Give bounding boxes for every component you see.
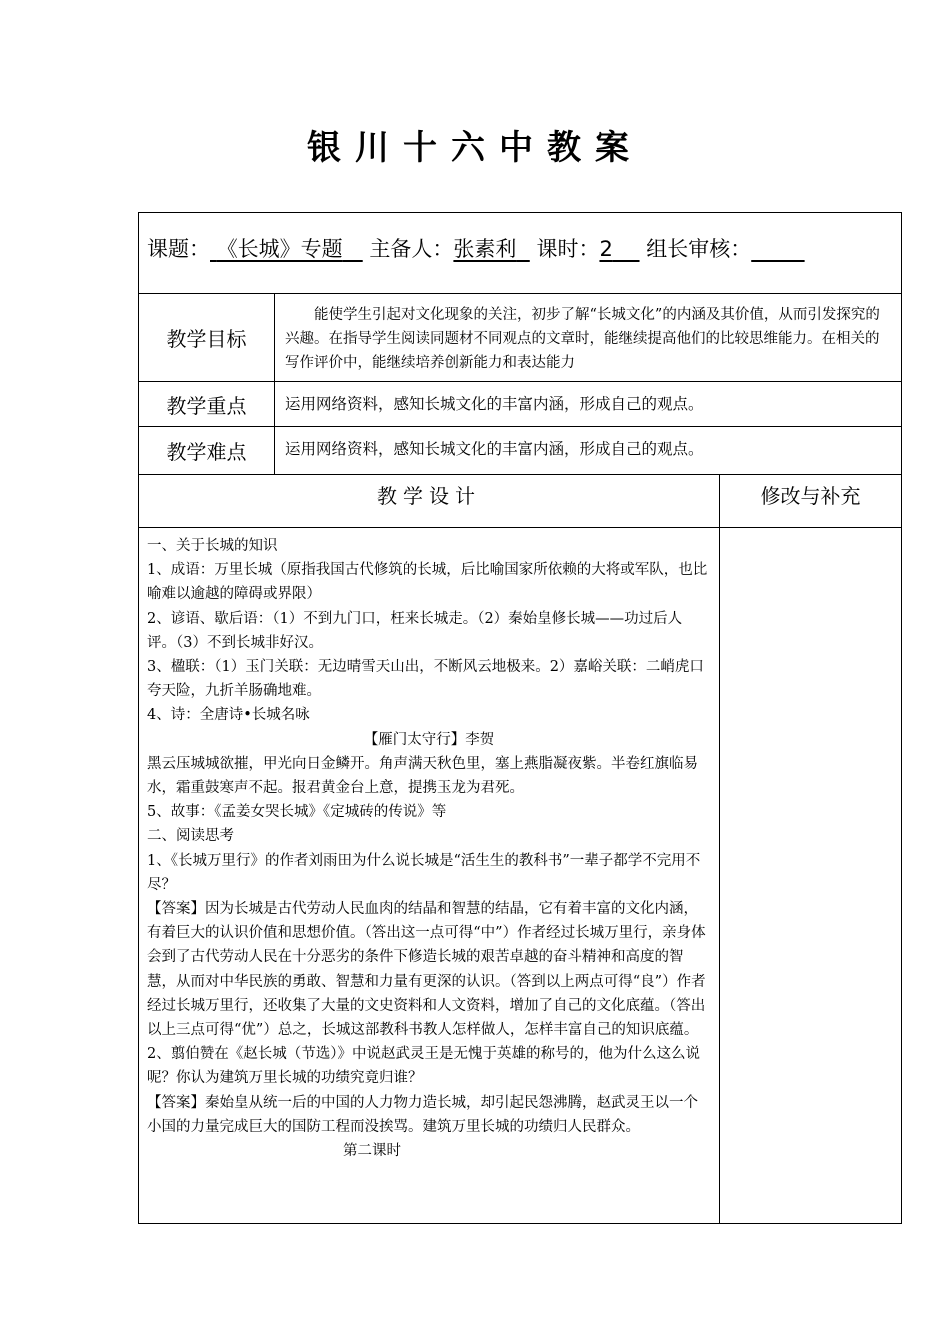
paragraph: 2、谚语、歇后语：（1）不到九门口，枉来长城走。（2）秦始皇修长城——功过后人评。（3）不到长城非好汉。 bbox=[147, 610, 683, 651]
paragraph: 5、故事：《孟姜女哭长城》《定城砖的传说》等 bbox=[147, 804, 447, 821]
design-heading: 教学设计 bbox=[139, 475, 720, 527]
goal-text: 能使学生引起对文化现象的关注，初步了解“长城文化”的内涵及其价值，从而引发探究的兴趣。在指导学生阅读同题材不同观点的文章时，能继续提高他们的比较思维能力。在相关的写作评价中，能继续培养创新能力和表达能力 bbox=[285, 307, 880, 371]
difficulty-label: 教学难点 bbox=[139, 427, 275, 474]
poem-text: 黑云压城城欲摧，甲光向日金鳞开。角声满天秋色里，塞上燕脂凝夜紫。半卷红旗临易水，霜重鼓寒声不起。报君黄金台上意，提携玉龙为君死。 bbox=[147, 755, 698, 797]
paragraph: 1、成语：万里长城（原指我国古代修筑的长城，后比喻国家所依赖的大将或军队，也比喻难以逾越的障碍或界限） bbox=[147, 562, 708, 603]
section-heading: 一、关于长城的知识 bbox=[147, 538, 278, 554]
supplement-heading: 修改与补充 bbox=[760, 484, 861, 508]
question: 1、《长城万里行》的作者刘雨田为什么说长城是“活生生的教科书”一辈子都学不完用不尽？ bbox=[147, 852, 701, 893]
header-row bbox=[139, 213, 901, 294]
key-point-text: 运用网络资料，感知长城文化的丰富内涵，形成自己的观点。 bbox=[285, 395, 704, 413]
difficulty-row bbox=[139, 427, 901, 475]
review-label: 组长审核： bbox=[646, 237, 752, 261]
paragraph: 3、楹联：（1）玉门关联：无边晴雪天山出，不断风云地极来。2）嘉峪关联：二峭虎口夸天险，九折羊肠确地难。 bbox=[147, 659, 704, 700]
answer: 【答案】因为长城是古代劳动人民血肉的结晶和智慧的结晶，它有着丰富的文化内涵，有着巨大的认识价值和思想价值。（答出这一点可得“中”）作者经过长城万里行，亲身体会到了古代劳动人民在十分恶劣的条件下修造长城的艰苦卓越的奋斗精神和高度的智慧，从而对中华民族的勇敢、智慧和力量有更深的认识。（答到以上两点可得“良”）作者经过长城万里行，还收集了大量的文史资料和人文资料，增加了自己的文化底蕴。（答出以上三点可得“优”）总之，长城这部教科书教人怎样做人，怎样丰富自己的知识底蕴。 bbox=[147, 901, 706, 1039]
section-heading: 二、阅读思考 bbox=[147, 828, 234, 845]
design-heading-row bbox=[139, 475, 901, 528]
lesson-plan-table bbox=[138, 212, 902, 1224]
lesson-marker: 第二课时 bbox=[343, 1143, 401, 1160]
topic-value: 《长城》专题 bbox=[216, 237, 343, 261]
poem-title: 【雁门太守行】李贺 bbox=[363, 731, 495, 748]
question: 2、翦伯赞在《赵长城（节选）》中说赵武灵王是无愧于英雄的称号的，他为什么这么说呢？你认为建筑万里长城的功绩究竟归谁？ bbox=[147, 1046, 700, 1087]
hours-value: 2 bbox=[599, 237, 613, 261]
difficulty-text: 运用网络资料，感知长城文化的丰富内涵，形成自己的观点。 bbox=[285, 440, 704, 458]
preparer-value: 张素利 bbox=[453, 237, 517, 261]
topic-label: 课题： bbox=[147, 237, 210, 261]
design-body-row bbox=[139, 528, 901, 1223]
key-point-row bbox=[139, 382, 901, 427]
review-value bbox=[751, 237, 804, 261]
paragraph: 4、诗：全唐诗•长城名咏 bbox=[147, 707, 310, 724]
key-point-label: 教学重点 bbox=[139, 382, 275, 426]
header-line bbox=[147, 233, 805, 263]
hours-label: 课时： bbox=[536, 237, 600, 261]
answer: 【答案】秦始皇从统一后的中国的人力物力造长城，却引起民怨沸腾，赵武灵王以一个小国的力量完成巨大的国防工程而没挨骂。建筑万里长城的功绩归人民群众。 bbox=[147, 1094, 698, 1135]
design-content bbox=[139, 528, 720, 1223]
preparer-label: 主备人： bbox=[369, 237, 454, 261]
goal-row bbox=[139, 294, 901, 382]
page-title: 银川十六中教案 bbox=[307, 128, 643, 168]
goal-label: 教学目标 bbox=[139, 294, 275, 381]
